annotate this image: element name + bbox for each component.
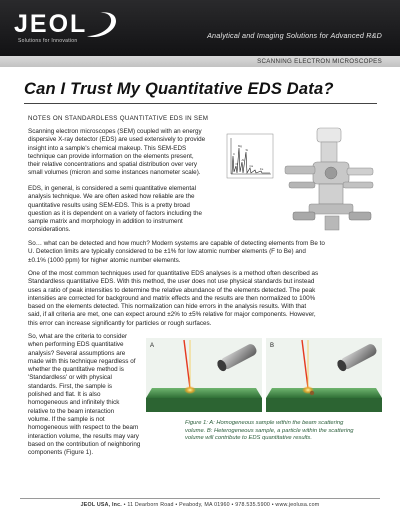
jeol-logo[interactable]	[14, 10, 124, 44]
eds-sem-figure	[225, 126, 380, 234]
text-line: based on the contribution of neighboring	[28, 440, 141, 448]
sem-instrument-illustration	[285, 128, 373, 230]
title-divider	[24, 103, 377, 104]
logo-swoosh-icon	[84, 10, 120, 40]
text-line: made with this technique regardless of	[28, 357, 136, 365]
text-line: small volumes (micron and some instances nanometer scale).	[28, 169, 201, 177]
text-line: ±0.1% (1000 ppm) for higher atomic number elements.	[28, 256, 181, 264]
section-strip	[0, 56, 400, 67]
beam-interaction-figure	[146, 338, 382, 412]
text-line: analysis technique. We are often asked how reliable are the	[28, 193, 195, 201]
text-line: insight into a sample's chemical makeup. This SEM-EDS	[28, 144, 187, 152]
paragraph-semi-quantitative	[28, 185, 233, 235]
panel-heterogeneous	[266, 338, 382, 412]
peak-label: Fe	[260, 167, 264, 171]
header-tagline: Analytical and Imaging Solutions for Advanced R&D	[207, 31, 382, 40]
page-title: Can I Trust My Quantitative EDS Data?	[24, 80, 334, 98]
text-line: whether the quantitative method is	[28, 366, 124, 374]
eds-spectrum-chart	[227, 134, 273, 178]
text-line: based on the elements detected. This normalization can hide errors in the analysis results. With that	[28, 303, 307, 311]
footer-company: JEOL USA, Inc.	[80, 502, 122, 508]
logo-tagline: Solutions for Innovation	[18, 38, 78, 44]
section-label: SCANNING ELECTRON MICROSCOPES	[257, 58, 382, 65]
text-line: One of the most common techniques used for quantitative EDS analyses is a method often described as	[28, 270, 319, 277]
caption-line: volume. B: Heterogeneous sample, a particle within the scattering	[185, 427, 354, 434]
paragraph-detection-limits	[28, 240, 380, 265]
peak-label: Si	[245, 148, 248, 152]
header-band	[0, 0, 400, 56]
text-line: uses a ratio of peak intensities to determine the relative abundance of the elements detected. The peak	[28, 286, 316, 294]
particle-inclusion	[310, 391, 314, 395]
text-line: analysis? Several assumptions are	[28, 349, 126, 357]
logo-wordmark: JEOL	[14, 10, 88, 38]
text-line: sample matrix and morphology in addition to instrument	[28, 218, 183, 226]
text-line: when performing EDS quantitative	[28, 341, 124, 349]
text-line: this error can increase significantly for particles or rough surfaces.	[28, 319, 212, 327]
text-line: relative to the beam interaction	[28, 407, 115, 415]
text-line: U. Detection limits are typically considered to be ±1% for low atomic number elements (F to Be) and	[28, 248, 306, 256]
text-line: intensities are corrected for background and matrix effects and the results are then normalized to 100%	[28, 294, 316, 302]
text-line: quantitative results using SEM-EDS. This is a pretty broad	[28, 201, 190, 209]
text-line: volume. If the sample is not	[28, 415, 105, 423]
text-line: interaction volume, the results may vary	[28, 432, 139, 440]
paragraph-intro	[28, 128, 236, 178]
text-line: homogeneous and infinitely thick	[28, 399, 120, 407]
text-line: So… what can be detected and how much? Modern systems are capable of detecting elements from Be to	[28, 240, 325, 247]
text-line: Scanning electron microscopes (SEM) coupled with an energy	[28, 128, 202, 135]
text-line: their relative concentrations and spatial distribution over very	[28, 161, 198, 169]
caption-line: volume will contribute to EDS quantitative results.	[185, 435, 312, 442]
text-line: said, if all criteria are met, one can expect around ±2% to ±5% relative for major components. However,	[28, 311, 316, 319]
paragraph-standardless-method	[28, 270, 380, 328]
text-line: dispersive X-ray detector (EDS) are used extensively to provide	[28, 136, 206, 144]
footer-divider	[20, 498, 380, 499]
text-line: considerations.	[28, 226, 71, 234]
text-line: components (Figure 1).	[28, 449, 94, 457]
figure-caption	[185, 420, 377, 443]
figure-label-a: A	[150, 343, 155, 349]
text-line: question as it is dependent on a variety of factors including the	[28, 209, 202, 217]
text-line: polished and flat. It is also	[28, 391, 101, 399]
peak-label: O	[235, 162, 238, 166]
text-line: EDS, in general, is considered a semi quantitative elemental	[28, 185, 197, 192]
peak-label: C	[233, 152, 236, 156]
caption-line: Figure 1: A: Homogeneous sample within the beam scattering	[185, 420, 344, 426]
text-line: Standardless quantitative EDS. With this method, the user does not use physical standards but instead	[28, 278, 315, 286]
text-line: technique can provide information on the elements present,	[28, 152, 194, 160]
peak-label: Ca	[249, 164, 254, 168]
footer-address[interactable]: • 11 Dearborn Road • Peabody, MA 01960 • 978.535.5900 • www.jeolusa.com	[121, 502, 320, 508]
text-line: homogeneous with respect to the beam	[28, 424, 139, 432]
footer	[0, 502, 400, 508]
text-line: So, what are the criteria to consider	[28, 333, 128, 340]
section-subheading: NOTES ON STANDARDLESS QUANTITATIVE EDS IN SEM	[28, 115, 209, 122]
peak-label: Al	[241, 158, 244, 162]
text-line: standards. First, the sample is	[28, 382, 112, 390]
figure-label-b: B	[270, 343, 275, 349]
panel-homogeneous	[146, 338, 262, 412]
peak-label: Mg	[238, 144, 242, 148]
text-line: 'Standardless' or with physical	[28, 374, 112, 382]
